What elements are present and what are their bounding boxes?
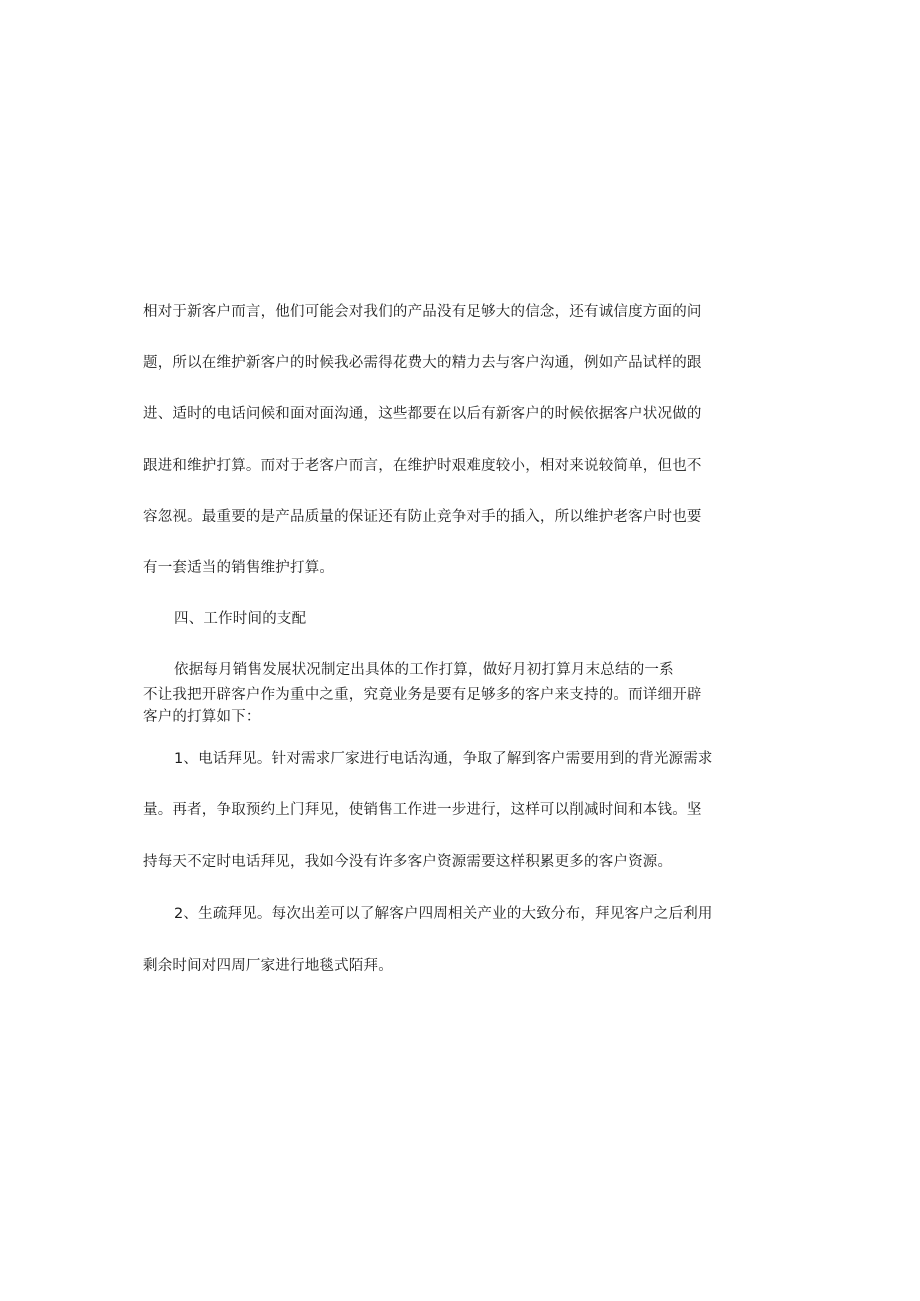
paragraph-line: 有一套适当的销售维护打算。 bbox=[143, 560, 335, 576]
paragraph-line: 持每天不定时电话拜见，我如今没有许多客户资源需要这样积累更多的客户资源。 bbox=[143, 854, 673, 870]
paragraph-line: 依据每月销售发展状况制定出具体的工作打算，做好月初打算月末总结的一系 bbox=[174, 662, 674, 678]
paragraph-line: 跟进和维护打算。而对于老客户而言，在维护时艰难度较小，相对来说较简单，但也不 bbox=[143, 458, 702, 474]
paragraph-line: 量。再者，争取预约上门拜见，使销售工作进一步进行，这样可以削减时间和本钱。坚 bbox=[143, 802, 702, 818]
paragraph-line: 题，所以在维护新客户的时候我必需得花费大的精力去与客户沟通，例如产品试样的跟 bbox=[143, 355, 702, 371]
list-item-line: 2、生疏拜见。每次出差可以了解客户四周相关产业的大致分布，拜见客户之后利用 bbox=[174, 906, 713, 922]
paragraph-line: 不让我把开辟客户作为重中之重，究竟业务是要有足够多的客户来支持的。而详细开辟 bbox=[143, 687, 702, 703]
paragraph-line: 相对于新客户而言，他们可能会对我们的产品没有足够大的信念，还有诚信度方面的问 bbox=[143, 304, 702, 320]
list-item-line: 1、电话拜见。针对需求厂家进行电话沟通，争取了解到客户需要用到的背光源需求 bbox=[174, 751, 713, 767]
paragraph-line: 容忽视。最重要的是产品质量的保证还有防止竞争对手的插入，所以维护老客户时也要 bbox=[143, 509, 702, 525]
paragraph-line: 客户的打算如下： bbox=[143, 709, 261, 725]
section-heading: 四、工作时间的支配 bbox=[174, 611, 307, 627]
paragraph-line: 进、适时的电话问候和面对面沟通，这些都要在以后有新客户的时候依据客户状况做的 bbox=[143, 406, 702, 422]
paragraph-line: 剩余时间对四周厂家进行地毯式陌拜。 bbox=[143, 958, 393, 974]
